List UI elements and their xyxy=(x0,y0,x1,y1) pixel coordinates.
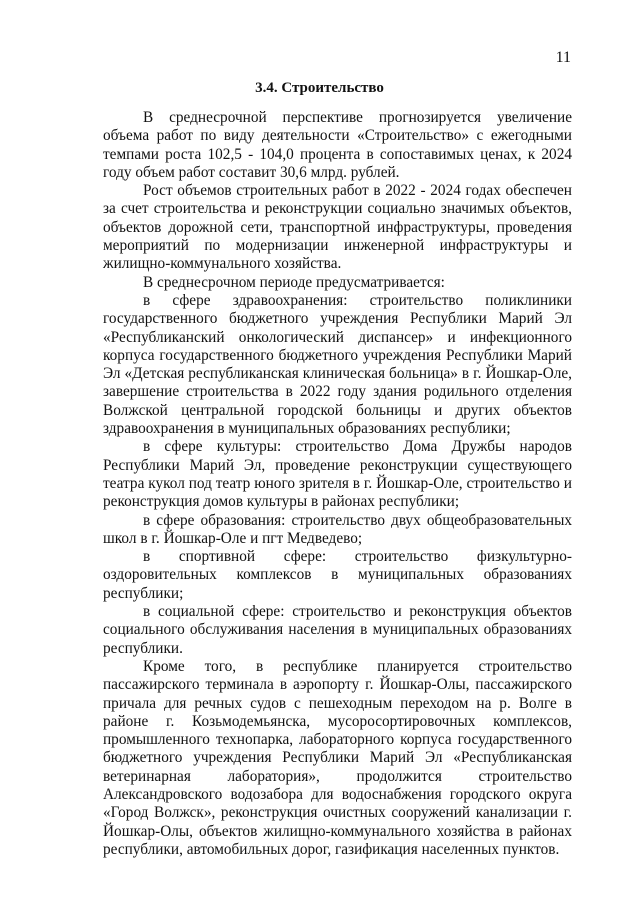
body-text xyxy=(103,109,572,859)
paragraph-sports: в спортивной сфере: строительство физкультурно-оздоровительных комплексов в муниципальных образованиях республики; xyxy=(103,548,572,602)
paragraph-education: в сфере образования: строительство двух общеобразовательных школ в г. Йошкар-Оле и пгт Медведево; xyxy=(103,511,572,547)
paragraph-plan-intro: В среднесрочном периоде предусматривается: xyxy=(143,273,445,291)
paragraph-forecast: В среднесрочной перспективе прогнозируется увеличение объема работ по виду деятельности «Строительство» с ежегодными темпами роста 102,5 - 104,0 процента в сопоставимых ценах, к 2024 году объем работ составит 30,6 млрд. рублей. xyxy=(103,109,572,181)
page-number: 11 xyxy=(555,49,571,66)
paragraph-culture: в сфере культуры: строительство Дома Дружбы народов Республики Марий Эл, проведение реконструкции существующего театра кукол под театр юного зрителя в г. Йошкар-Оле, строительство и реконструкция домов культуры в районах республики; xyxy=(103,438,572,511)
paragraph-social: в социальной сфере: строительство и реконструкция объектов социального обслуживания населения в муниципальных образованиях республики. xyxy=(103,603,572,657)
paragraph-additional: Кроме того, в республике планируется строительство пассажирского терминала в аэропорту г. Йошкар-Олы, пассажирского причала для речных судов с пешеходным переходом на р. Волге в районе г. Козьмодемьянска, мусоросортировочных комплексов, промышленного технопарка, лабораторного корпуса государственного бюджетного учреждения Республики Марий Эл «Республиканская ветеринарная лаборатория», продолжится строительство Александровского водозабора для водоснабжения городского округа «Город Волжск», реконструкция очистных сооружений канализации г. Йошкар-Олы, объектов жилищно-коммунального хозяйства в районах республики, автомобильных дорог, газификация населенных пунктов. xyxy=(103,657,572,858)
paragraph-healthcare: в сфере здравоохранения: строительство поликлиники государственного бюджетного учреждения Республики Марий Эл «Республиканский онкологический диспансер» и инфекционного корпуса государственного бюджетного учреждения Республики Марий Эл «Детская республиканская клиническая больница» в г. Йошкар-Оле, завершение строительства в 2022 году здания родильного отделения Волжской центральной городской больницы и других объектов здравоохранения в муниципальных образованиях республики; xyxy=(103,291,572,438)
section-heading: 3.4. Строительство xyxy=(255,80,384,96)
paragraph-growth: Рост объемов строительных работ в 2022 - 2024 годах обеспечен за счет строительства и реконструкции социально значимых объектов, объектов дорожной сети, транспортной инфраструктуры, проведения мероприятий по модернизации инженерной инфраструктуры и жилищно-коммунального хозяйства. xyxy=(103,182,572,273)
